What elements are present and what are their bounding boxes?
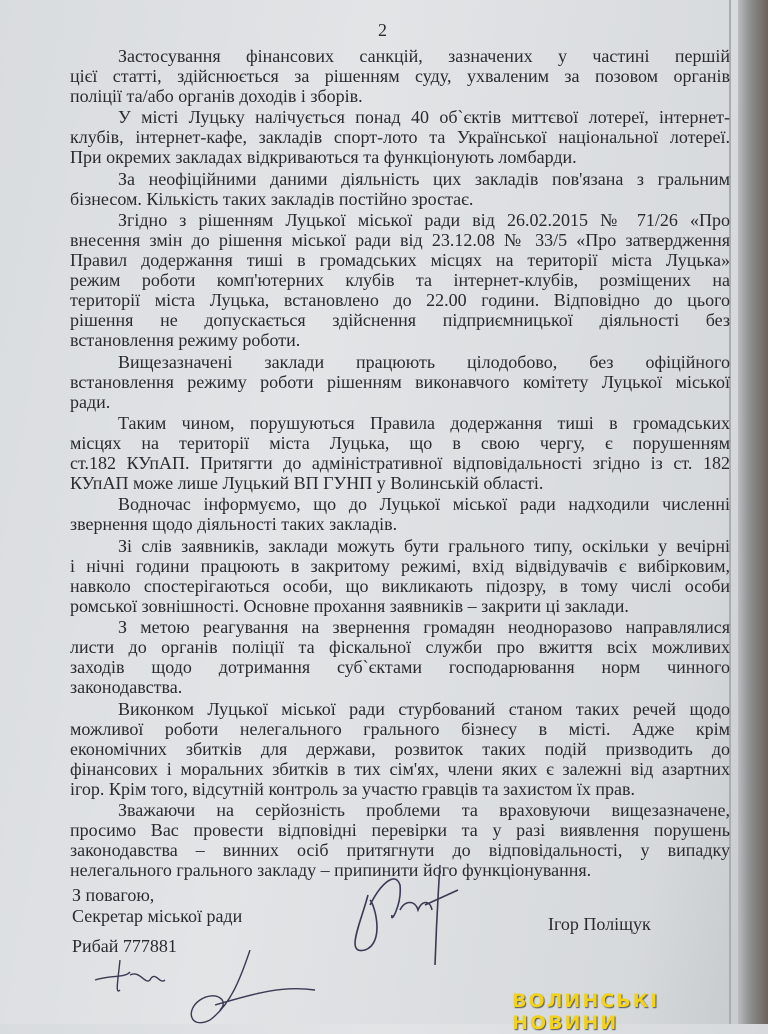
text-line: ст.182 КУпАП. Притягти до адміністративної відповідальності згідно із ст. 182 <box>70 452 730 473</box>
text-line: фінансових і моральних збитків в тих сім'ях, члени яких є залежні від азартних <box>70 758 730 779</box>
text-line: За неофіційними даними діяльність цих закладів пов'язана з гральним <box>118 168 730 189</box>
text-line: режим роботи комп'ютерних клубів та інтернет-клубів, розміщених на <box>70 270 730 291</box>
text-line: просимо Вас провести відповідні перевірки та у разі виявлення порушень <box>70 819 730 840</box>
text-line: З метою реагування на звернення громадян неодноразово направлялися <box>118 617 730 638</box>
closing-regards: З повагою, <box>72 885 155 905</box>
text-line: території міста Луцька, встановлено до 22.00 години. Відповідно до цього <box>70 290 730 311</box>
signer-name: Ігор Поліщук <box>548 914 651 934</box>
text-line: встановлення режиму роботи. <box>70 330 301 351</box>
text-line: КУпАП може лише Луцький ВП ГУНП у Волинській області. <box>70 472 544 493</box>
text-line: Зважаючи на серйозність проблеми та враховуючи вищезазначене, <box>118 799 730 820</box>
letter-body <box>70 46 730 881</box>
text-line: місцях на території міста Луцька, що в свою чергу, є порушенням <box>70 432 730 453</box>
text-line: ради. <box>70 391 111 412</box>
paragraph <box>70 352 730 412</box>
text-line: і нічні години працюють в закритому режимі, вхід відвідувачів є вибірковим, <box>70 555 730 576</box>
paragraph <box>70 536 730 616</box>
text-line: У місті Луцьку налічується понад 40 об`єктів миттєвої лотереї, інтернет- <box>118 107 730 128</box>
signer-position: Секретар міської ради <box>72 906 243 926</box>
text-line: Таким чином, порушуються Правила додержання тиші в громадських <box>118 412 730 433</box>
text-line: бізнесом. Кількість таких закладів постійно зростає. <box>70 188 474 209</box>
text-line: листи до органів поліції та фіскальної служби про вжиття всіх можливих <box>70 637 730 658</box>
text-line: Вищезазначені заклади працюють цілодобово, без офіційного <box>118 351 730 372</box>
paragraph <box>70 617 730 697</box>
text-line: Правил додержання тиші в громадських місцях на території міста Луцька» <box>70 250 730 271</box>
text-line: При окремих закладах відкриваються та функціонують ломбарди. <box>70 147 577 168</box>
paragraph <box>70 46 730 106</box>
text-line: можливої роботи нелегального грального бізнесу в місті. Адже крім <box>70 718 730 739</box>
text-line: звернення щодо діяльності таких закладів. <box>70 514 398 535</box>
text-line: встановлення режиму роботи рішенням виконавчого комітету Луцької міської <box>70 371 730 392</box>
text-line: нелегального грального закладу – припинити його функціонування. <box>70 859 592 880</box>
text-line: законодавства. <box>70 677 183 698</box>
paragraph <box>70 169 730 209</box>
paragraph <box>70 107 730 167</box>
text-line: Застосування фінансових санкцій, зазначених у частині першій <box>118 46 730 66</box>
text-line: заходів щодо дотримання суб`єктами господарювання норм чинного <box>70 657 730 678</box>
page-number: 2 <box>378 20 387 40</box>
text-line: клубів, інтернет-кафе, закладів спорт-лото та Української національної лотереї. <box>70 127 730 148</box>
text-line: Згідно з рішенням Луцької міської ради від 26.02.2015 № 71/26 «Про <box>118 210 730 231</box>
paragraph <box>70 210 730 350</box>
handwritten-initials <box>90 950 320 1024</box>
text-line: цієї статті, здійснюється за рішенням суду, ухваленим за позовом органів <box>70 66 730 86</box>
text-line: Водночас інформуємо, що до Луцької міської ради надходили численні <box>118 494 730 515</box>
signature <box>340 865 460 975</box>
paragraph <box>70 413 730 493</box>
watermark-logo: ВОЛИНСЬКІ НОВИНИ <box>512 990 660 1034</box>
text-line: Зі слів заявників, заклади можуть бути грального типу, оскільки у вечірні <box>118 535 730 556</box>
text-line: поліції та/або органів доходів і зборів. <box>70 86 363 106</box>
text-line: Виконком Луцької міської ради стурбований станом таких речей щодо <box>118 698 730 719</box>
paragraph <box>70 494 730 534</box>
text-line: ромської зовнішності. Основне прохання заявників – закрити ці заклади. <box>70 595 629 616</box>
text-line: внесення змін до рішення міської ради від 23.12.08 № 33/5 «Про затвердження <box>70 230 730 251</box>
text-line: навколо спостерігаються особи, що викликають підозру, в тому числі особи <box>70 575 730 596</box>
desk-edge <box>738 0 768 1024</box>
text-line: економічних збитків для держави, розвиток таких подій призводить до <box>70 738 730 759</box>
text-line: рішення не допускається здійснення підприємницької діяльності без <box>70 310 730 331</box>
paragraph <box>70 699 730 799</box>
text-line: законодавства – винних осіб притягнути до відповідальності, у випадку <box>70 839 730 860</box>
text-line: ігор. Крім того, відсутній контроль за участю гравців та захистом їх прав. <box>70 778 635 799</box>
executor-contact: Рибай 777881 <box>72 936 177 956</box>
